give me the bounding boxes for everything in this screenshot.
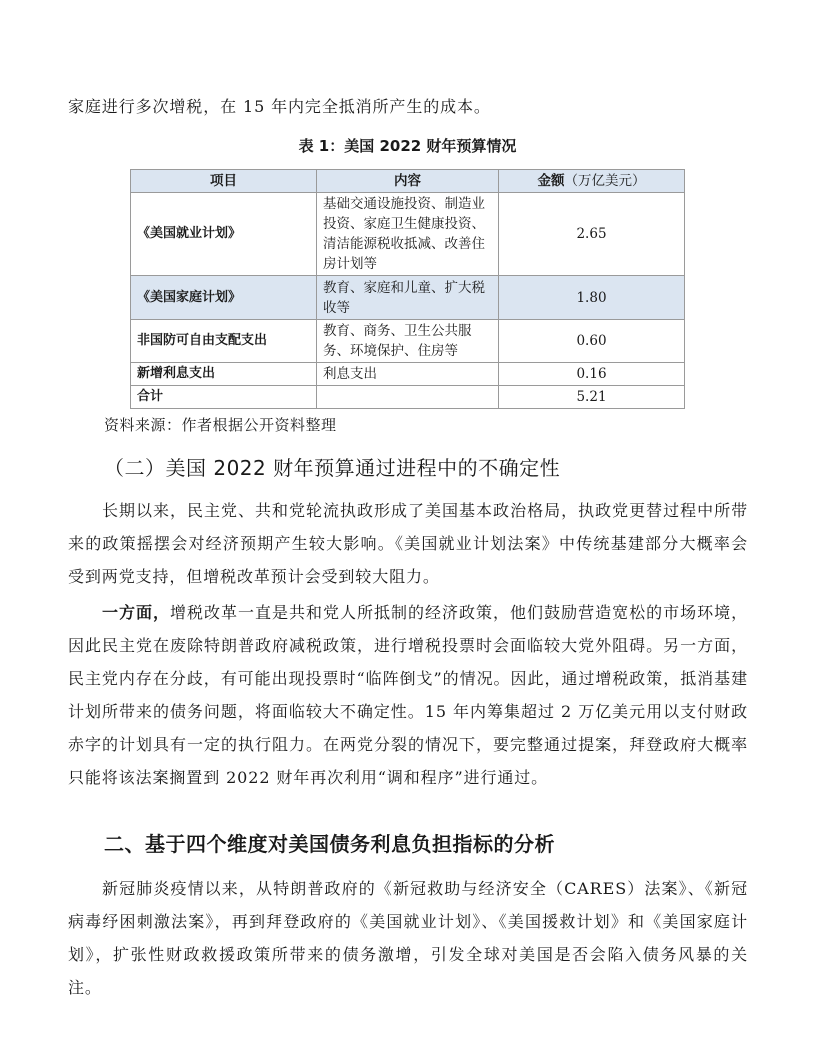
paragraph-2	[68, 596, 748, 794]
chapter-heading-2: 二、基于四个维度对美国债务利息负担指标的分析	[104, 832, 555, 856]
paragraph-1: 长期以来，民主党、共和党轮流执政形成了美国基本政治格局，执政党更替过程中所带来的政策摇摆会对经济预期产生较大影响。《美国就业计划法案》中传统基建部分大概率会受到两党支持，但增税改革预计会受到较大阻力。	[68, 501, 748, 586]
row-amount: 1.80	[499, 276, 685, 320]
header-amount-label: 金额	[537, 173, 565, 189]
paragraph-3: 新冠肺炎疫情以来，从特朗普政府的《新冠救助与经济安全（CARES）法案》、《新冠病毒纾困刺激法案》，再到拜登政府的《美国就业计划》、《美国援救计划》和《美国家庭计划》，扩张性财政救援政策所带来的债务激增，引发全球对美国是否会陷入债务风暴的关注。	[68, 879, 748, 997]
table-row	[131, 363, 685, 386]
table-row	[131, 276, 685, 320]
row-content: 利息支出	[317, 363, 499, 386]
table-source-note: 资料来源：作者根据公开资料整理	[104, 416, 337, 434]
budget-table	[130, 169, 685, 409]
header-item: 项目	[131, 170, 317, 193]
header-content: 内容	[317, 170, 499, 193]
row-item: 《美国家庭计划》	[131, 276, 317, 320]
row-amount: 2.65	[499, 193, 685, 276]
row-content: 教育、家庭和儿童、扩大税收等	[317, 276, 499, 320]
table-row-total	[131, 386, 685, 409]
total-content	[317, 386, 499, 409]
row-amount: 0.60	[499, 320, 685, 363]
total-amount: 5.21	[499, 386, 685, 409]
section-heading-2: （二）美国 2022 财年预算通过进程中的不确定性	[104, 456, 561, 480]
header-amount-unit: （万亿美元）	[564, 173, 646, 189]
row-content: 教育、商务、卫生公共服务、环境保护、住房等	[317, 320, 499, 363]
table-row	[131, 320, 685, 363]
table-header-row	[131, 170, 685, 193]
paragraph-2-lead: 一方面，	[102, 603, 171, 622]
table-row	[131, 193, 685, 276]
intro-line: 家庭进行多次增税，在 15 年内完全抵消所产生的成本。	[68, 97, 491, 116]
total-label: 合计	[131, 386, 317, 409]
header-amount	[499, 170, 685, 193]
row-item: 非国防可自由支配支出	[131, 320, 317, 363]
row-content: 基础交通设施投资、制造业投资、家庭卫生健康投资、清洁能源税收抵减、改善住房计划等	[317, 193, 499, 276]
table-caption: 表 1：美国 2022 财年预算情况	[298, 137, 517, 155]
row-item: 新增利息支出	[131, 363, 317, 386]
row-item: 《美国就业计划》	[131, 193, 317, 276]
row-amount: 0.16	[499, 363, 685, 386]
paragraph-2-body: 增税改革一直是共和党人所抵制的经济政策，他们鼓励营造宽松的市场环境，因此民主党在废除特朗普政府减税政策，进行增税投票时会面临较大党外阻碍。另一方面，民主党内存在分歧，有可能出现投票时“临阵倒戈”的情况。因此，通过增税政策，抵消基建计划所带来的债务问题，将面临较大不确定性。15 年内筹集超过 2 万亿美元用以支付财政赤字的计划具有一定的执行阻力。在两党分裂的情况下，要完整通过提案，拜登政府大概率只能将该法案搁置到 2022 财年再次利用“调和程序”进行通过。	[68, 603, 748, 787]
